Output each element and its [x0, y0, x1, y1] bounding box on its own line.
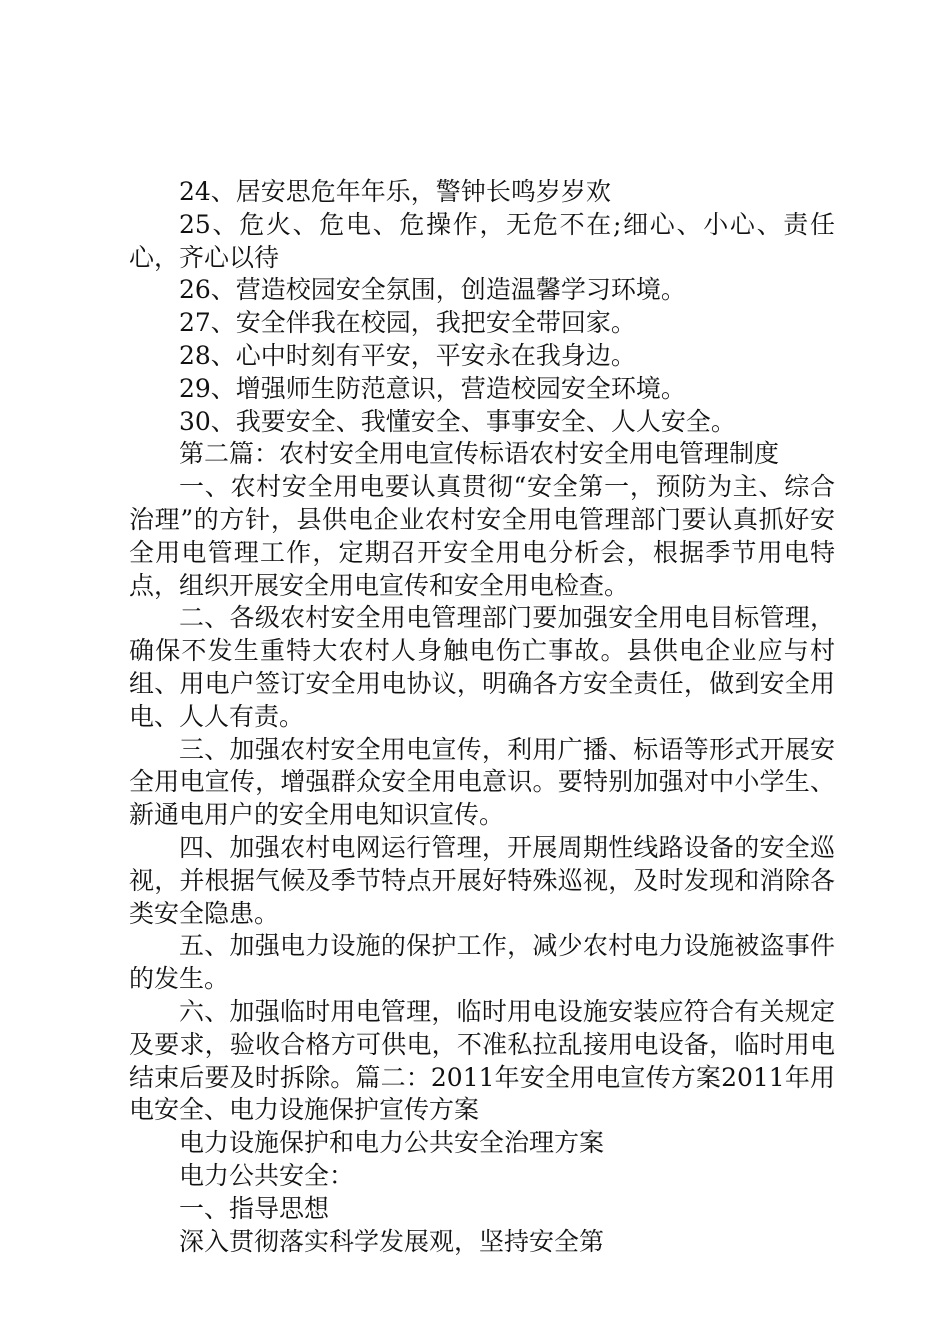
paragraph-rule-4: 四、加强农村电网运行管理，开展周期性线路设备的安全巡视，并根据气候及季节特点开展好特殊巡视，及时发现和消除各类安全隐患。 [129, 832, 835, 928]
paragraph-slogan-26: 26、营造校园安全氛围，创造温馨学习环境。 [179, 275, 686, 305]
paragraph-rule-3: 三、加强农村安全用电宣传，利用广播、标语等形式开展安全用电宣传，增强群众安全用电意识。要特别加强对中小学生、新通电用户的安全用电知识宣传。 [129, 734, 835, 830]
document-page [129, 176, 835, 1258]
paragraph-rule-6: 六、加强临时用电管理，临时用电设施安装应符合有关规定及要求，验收合格方可供电，不准私拉乱接用电设备，临时用电结束后要及时拆除。篇二：2011年安全用电宣传方案2011年用电安全、电力设施保护宣传方案 [129, 996, 835, 1125]
paragraph-public-safety: 电力公共安全： [179, 1160, 355, 1190]
paragraph-guiding-ideology-heading: 一、指导思想 [179, 1193, 330, 1223]
paragraph-plan-title: 电力设施保护和电力公共安全治理方案 [179, 1128, 605, 1158]
paragraph-rule-1: 一、农村安全用电要认真贯彻“安全第一，预防为主、综合治理”的方针，县供电企业农村安全用电管理部门要认真抓好安全用电管理工作，定期召开安全用电分析会，根据季节用电特点，组织开展安全用电宣传和安全用电检查。 [129, 472, 835, 600]
paragraph-slogan-25: 25、危火、危电、危操作，无危不在;细心、小心、责任心，齐心以待 [129, 209, 835, 272]
section-heading-part-two: 第二篇：农村安全用电宣传标语农村安全用电管理制度 [179, 439, 780, 469]
paragraph-rule-5: 五、加强电力设施的保护工作，减少农村电力设施被盗事件的发生。 [129, 931, 835, 994]
paragraph-slogan-28: 28、心中时刻有平安，平安永在我身边。 [179, 340, 636, 370]
paragraph-rule-2: 二、各级农村安全用电管理部门要加强安全用电目标管理，确保不发生重特大农村人身触电伤亡事故。县供电企业应与村组、用电户签订安全用电协议，明确各方安全责任，做到安全用电、人人有责。 [129, 603, 835, 731]
paragraph-slogan-30: 30、我要安全、我懂安全、事事安全、人人安全。 [179, 406, 736, 436]
paragraph-slogan-29: 29、增强师生防范意识，营造校园安全环境。 [179, 373, 686, 403]
paragraph-guiding-ideology-text: 深入贯彻落实科学发展观，坚持安全第 [179, 1226, 605, 1256]
paragraph-slogan-27: 27、安全伴我在校园，我把安全带回家。 [179, 308, 636, 338]
paragraph-slogan-24: 24、居安思危年年乐，警钟长鸣岁岁欢 [179, 177, 611, 206]
